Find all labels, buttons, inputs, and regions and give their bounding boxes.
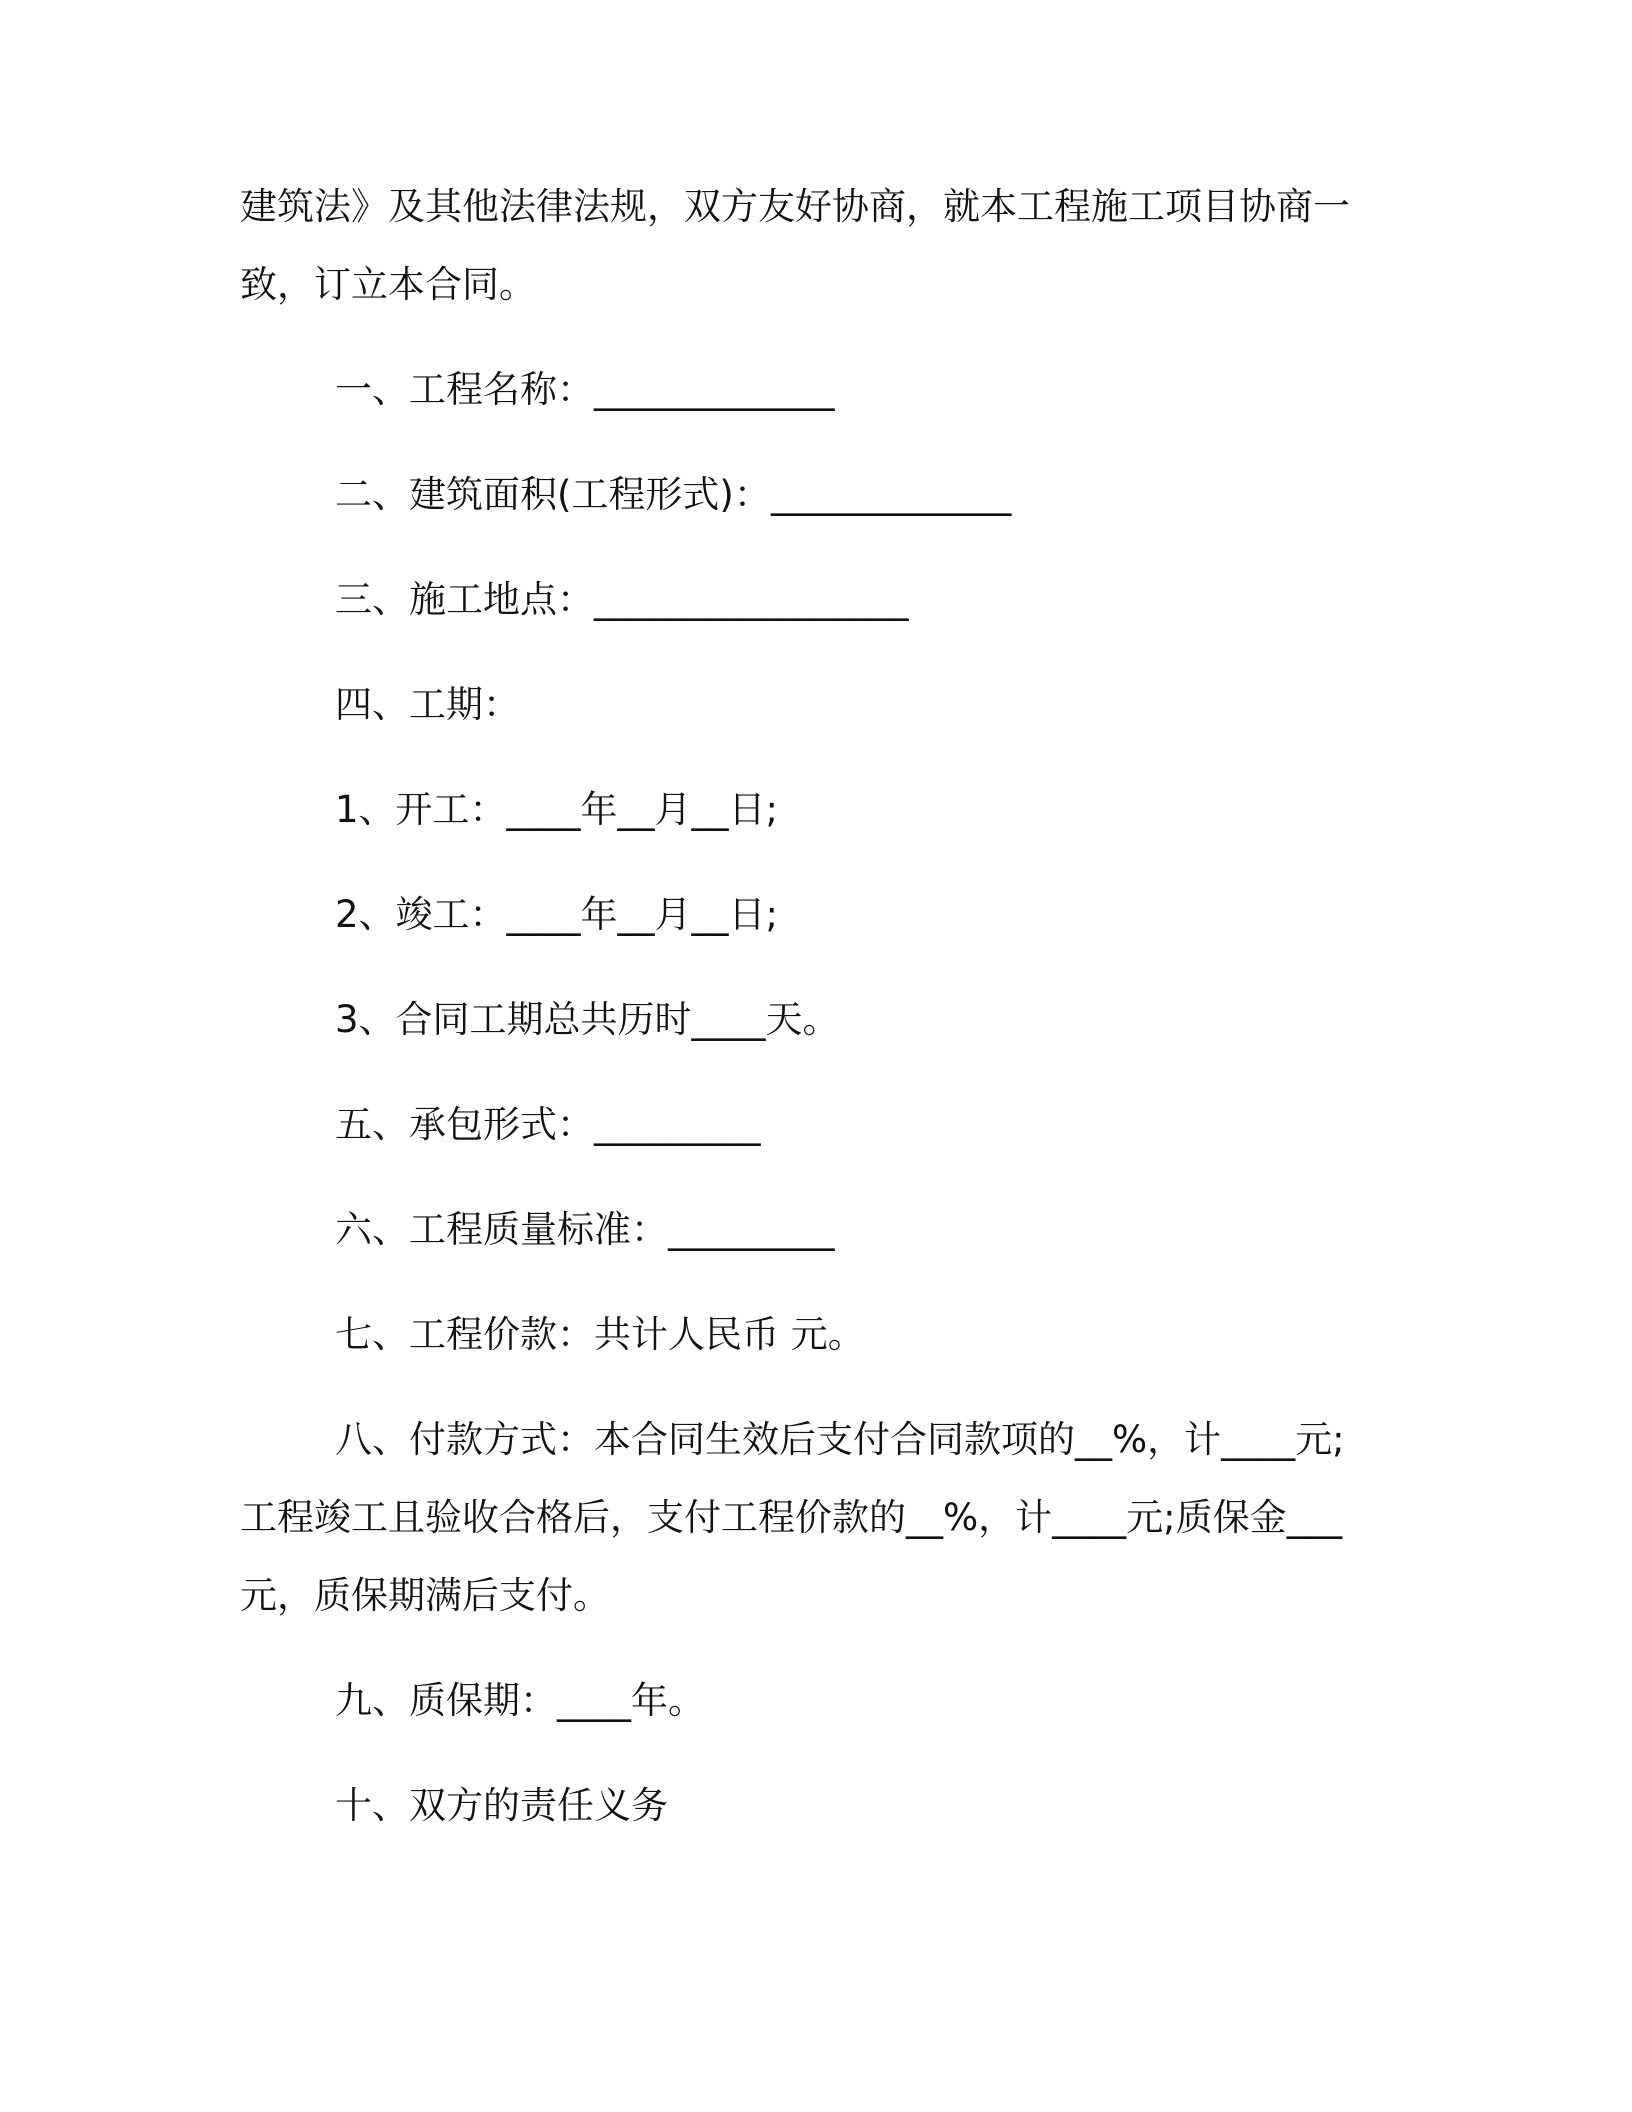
clause-warranty-period: 九、质保期：____年。: [335, 1679, 705, 1722]
clause-responsibilities: 十、双方的责任义务: [335, 1784, 668, 1827]
clause-construction-site: 三、施工地点：_________________: [335, 578, 909, 621]
clause-project-price: 七、工程价款：共计人民币 元。: [335, 1313, 865, 1356]
clause-project-name: 一、工程名称：_____________: [335, 368, 835, 411]
clause-payment-line-1: 八、付款方式：本合同生效后支付合同款项的__%，计____元;: [335, 1418, 1345, 1461]
clause-contract-form: 五、承包形式：_________: [335, 1103, 761, 1146]
document-body: [240, 185, 1370, 1827]
clause-quality-standard: 六、工程质量标准：_________: [335, 1208, 835, 1251]
clause-total-days: 3、合同工期总共历时____天。: [335, 998, 840, 1041]
clause-completion-date: 2、竣工：____年__月__日;: [335, 893, 779, 936]
clause-payment-line-2: 工程竣工且验收合格后，支付工程价款的__%，计____元;质保金___: [240, 1496, 1343, 1539]
clause-payment-line-3: 元，质保期满后支付。: [240, 1574, 610, 1617]
clause-building-area: 二、建筑面积(工程形式)：_____________: [335, 473, 1012, 516]
intro-line-1: 建筑法》及其他法律法规，双方友好协商，就本工程施工项目协商一: [240, 185, 1350, 228]
intro-line-2: 致，订立本合同。: [240, 263, 536, 306]
clause-duration: 四、工期：: [335, 683, 520, 726]
clause-start-date: 1、开工：____年__月__日;: [335, 788, 779, 831]
